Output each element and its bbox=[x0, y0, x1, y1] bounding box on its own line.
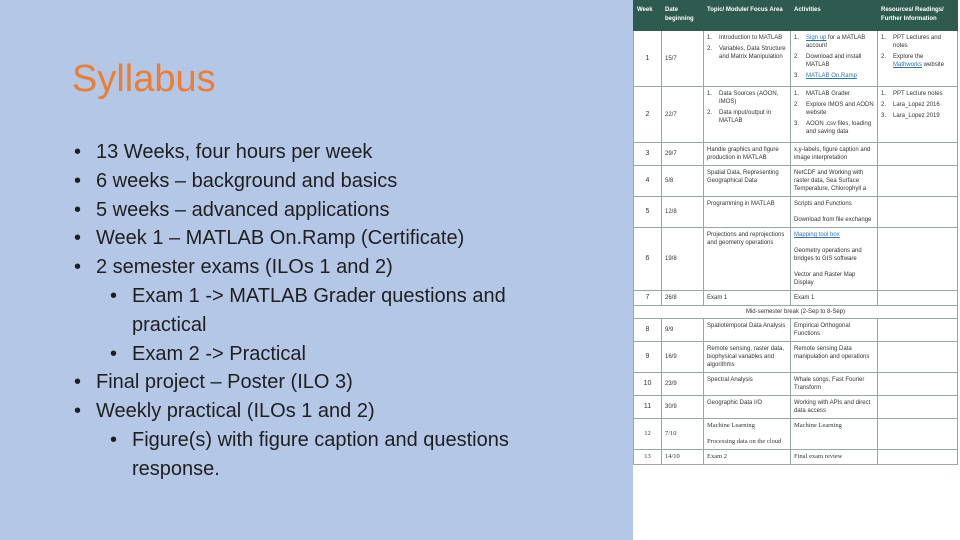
activities-cell: NetCDF and Working with raster data, Sea Surface Temperature, Chlorophyll a bbox=[791, 166, 878, 197]
bullet-item: • Exam 1 -> MATLAB Grader questions and practical bbox=[70, 282, 540, 340]
week-cell: 10 bbox=[634, 373, 662, 396]
bullet-item: • Final project – Poster (ILO 3) bbox=[70, 368, 540, 397]
table-row bbox=[634, 87, 958, 143]
numbered-list bbox=[707, 90, 787, 125]
bullet-item: • 13 Weeks, four hours per week bbox=[70, 138, 540, 167]
table-body bbox=[634, 31, 958, 465]
numbered-list bbox=[707, 34, 787, 61]
topic-cell bbox=[704, 31, 791, 87]
bullet-item: • 6 weeks – background and basics bbox=[70, 167, 540, 196]
header-topic: Topic/ Module/ Focus Area bbox=[704, 1, 791, 31]
list-item: 2. Lara_Lopez 2016 bbox=[881, 102, 940, 108]
bullet-item: • Weekly practical (ILOs 1 and 2) bbox=[70, 397, 540, 426]
topic-cell bbox=[704, 87, 791, 143]
resources-cell bbox=[878, 419, 958, 450]
resources-cell bbox=[878, 166, 958, 197]
table-row bbox=[634, 143, 958, 166]
resources-cell bbox=[878, 342, 958, 373]
list-item: 1. MATLAB Grader bbox=[794, 91, 850, 97]
week-cell: 6 bbox=[634, 228, 662, 291]
table-row bbox=[634, 373, 958, 396]
activities-cell: Exam 1 bbox=[791, 291, 878, 306]
week-cell: 12 bbox=[634, 419, 662, 450]
week-cell: 8 bbox=[634, 319, 662, 342]
topic-cell: Exam 2 bbox=[704, 450, 791, 465]
resources-cell bbox=[878, 143, 958, 166]
list-item: 1. Data Sources (AOON, IMOS) bbox=[707, 91, 779, 105]
table-row bbox=[634, 450, 958, 465]
list-item: 1. Introduction to MATLAB bbox=[707, 35, 783, 41]
week-cell: 2 bbox=[634, 87, 662, 143]
topic-cell: Spatiotemporal Data Analysis bbox=[704, 319, 791, 342]
activities-cell: Working with APIs and direct data access bbox=[791, 396, 878, 419]
activity-link: Mapping tool box bbox=[794, 232, 840, 238]
activity-link: Sign up bbox=[806, 35, 827, 41]
activities-cell: Mapping tool box Geometry operations and bridges to GIS software Vector and Raster Map Display bbox=[791, 228, 878, 291]
table-row bbox=[634, 342, 958, 373]
table-row bbox=[634, 396, 958, 419]
numbered-list bbox=[794, 90, 874, 136]
resources-cell bbox=[878, 319, 958, 342]
date-cell: 22/7 bbox=[662, 87, 704, 143]
week-cell: 11 bbox=[634, 396, 662, 419]
activity-link: MATLAB On.Ramp bbox=[806, 73, 857, 79]
resources-cell bbox=[878, 31, 958, 87]
bullet-list bbox=[70, 138, 540, 484]
numbered-list bbox=[881, 90, 954, 120]
resources-cell bbox=[878, 291, 958, 306]
table-header-row bbox=[634, 1, 958, 31]
break-cell: Mid-semester break (2-Sep to 8-Sep) bbox=[634, 306, 958, 319]
date-cell: 9/9 bbox=[662, 319, 704, 342]
activities-cell: Empirical Orthogonal Functions bbox=[791, 319, 878, 342]
activities-cell: Scripts and Functions Download from file exchange bbox=[791, 197, 878, 228]
date-cell: 12/8 bbox=[662, 197, 704, 228]
date-cell: 15/7 bbox=[662, 31, 704, 87]
resources-cell bbox=[878, 396, 958, 419]
bullet-item: • Exam 2 -> Practical bbox=[70, 340, 540, 369]
date-cell: 29/7 bbox=[662, 143, 704, 166]
activities-cell: Final exam review bbox=[791, 450, 878, 465]
week-cell: 5 bbox=[634, 197, 662, 228]
table-row bbox=[634, 419, 958, 450]
date-cell: 19/8 bbox=[662, 228, 704, 291]
date-cell: 16/9 bbox=[662, 342, 704, 373]
topic-cell: Spatial Data, Representing Geographical Data bbox=[704, 166, 791, 197]
topic-cell: Machine Learning Processing data on the cloud bbox=[704, 419, 791, 450]
activities-cell: Whale songs, Fast Fourier Transform bbox=[791, 373, 878, 396]
list-item: 3. AOON .csv files, loading and saving data bbox=[794, 121, 872, 135]
list-item: 1. Sign up for a MATLAB account bbox=[794, 35, 866, 49]
date-cell: 26/8 bbox=[662, 291, 704, 306]
bullet-item: • Week 1 – MATLAB On.Ramp (Certificate) bbox=[70, 224, 540, 253]
list-item: 1. PPT Lecture notes bbox=[881, 91, 943, 97]
bullet-item: • 5 weeks – advanced applications bbox=[70, 196, 540, 225]
week-cell: 4 bbox=[634, 166, 662, 197]
activities-cell: Machine Learning bbox=[791, 419, 878, 450]
week-cell: 13 bbox=[634, 450, 662, 465]
activities-cell: Remote sensing Data manipulation and operations bbox=[791, 342, 878, 373]
resources-cell bbox=[878, 373, 958, 396]
topic-cell: Exam 1 bbox=[704, 291, 791, 306]
list-item: 2. Explore IMOS and AODN website bbox=[794, 102, 874, 116]
resources-cell bbox=[878, 197, 958, 228]
header-resources: Resources/ Readings/ Further Information bbox=[878, 1, 958, 31]
date-cell: 5/8 bbox=[662, 166, 704, 197]
week-cell: 7 bbox=[634, 291, 662, 306]
syllabus-table-image bbox=[633, 0, 960, 540]
topic-cell: Remote sensing, raster data, biophysical variables and algorithms bbox=[704, 342, 791, 373]
table-row bbox=[634, 306, 958, 319]
resource-link: Mathworks bbox=[893, 62, 923, 68]
week-cell: 9 bbox=[634, 342, 662, 373]
list-item: 2. Data input/output in MATLAB bbox=[707, 110, 772, 124]
resources-cell bbox=[878, 450, 958, 465]
header-date: Date beginning bbox=[662, 1, 704, 31]
list-item: 2. Explore the Mathworks website bbox=[881, 54, 945, 68]
table-row bbox=[634, 291, 958, 306]
date-cell: 14/10 bbox=[662, 450, 704, 465]
activities-cell: x,y-labels, figure caption and image interpretation bbox=[791, 143, 878, 166]
list-item: 3. Lara_Lopez 2019 bbox=[881, 113, 940, 119]
list-item: 2. Download and install MATLAB bbox=[794, 54, 862, 68]
table-row bbox=[634, 319, 958, 342]
topic-cell: Spectral Analysis bbox=[704, 373, 791, 396]
topic-cell: Handle graphics and figure production in MATLAB bbox=[704, 143, 791, 166]
date-cell: 7/10 bbox=[662, 419, 704, 450]
resources-cell bbox=[878, 228, 958, 291]
week-cell: 3 bbox=[634, 143, 662, 166]
header-activities: Activities bbox=[791, 1, 878, 31]
date-cell: 30/9 bbox=[662, 396, 704, 419]
bullet-item: • Figure(s) with figure caption and questions response. bbox=[70, 426, 540, 484]
slide-title: Syllabus bbox=[72, 58, 216, 100]
syllabus-table bbox=[633, 0, 958, 465]
list-item: 3. MATLAB On.Ramp bbox=[794, 73, 857, 79]
date-cell: 23/9 bbox=[662, 373, 704, 396]
resources-cell bbox=[878, 87, 958, 143]
table-row bbox=[634, 166, 958, 197]
activities-cell bbox=[791, 87, 878, 143]
topic-cell: Programming in MATLAB bbox=[704, 197, 791, 228]
topic-cell: Projections and reprojections and geometry operations bbox=[704, 228, 791, 291]
table-row bbox=[634, 228, 958, 291]
table-row bbox=[634, 197, 958, 228]
numbered-list bbox=[794, 34, 874, 80]
table-row bbox=[634, 31, 958, 87]
bullet-item: • 2 semester exams (ILOs 1 and 2) bbox=[70, 253, 540, 282]
list-item: 2. Variables, Data Structure and Matrix Manipulation bbox=[707, 46, 786, 60]
numbered-list bbox=[881, 34, 954, 69]
list-item: 1. PPT Lectures and notes bbox=[881, 35, 941, 49]
header-week: Week bbox=[634, 1, 662, 31]
week-cell: 1 bbox=[634, 31, 662, 87]
activities-cell bbox=[791, 31, 878, 87]
topic-cell: Geographic Data I/O bbox=[704, 396, 791, 419]
